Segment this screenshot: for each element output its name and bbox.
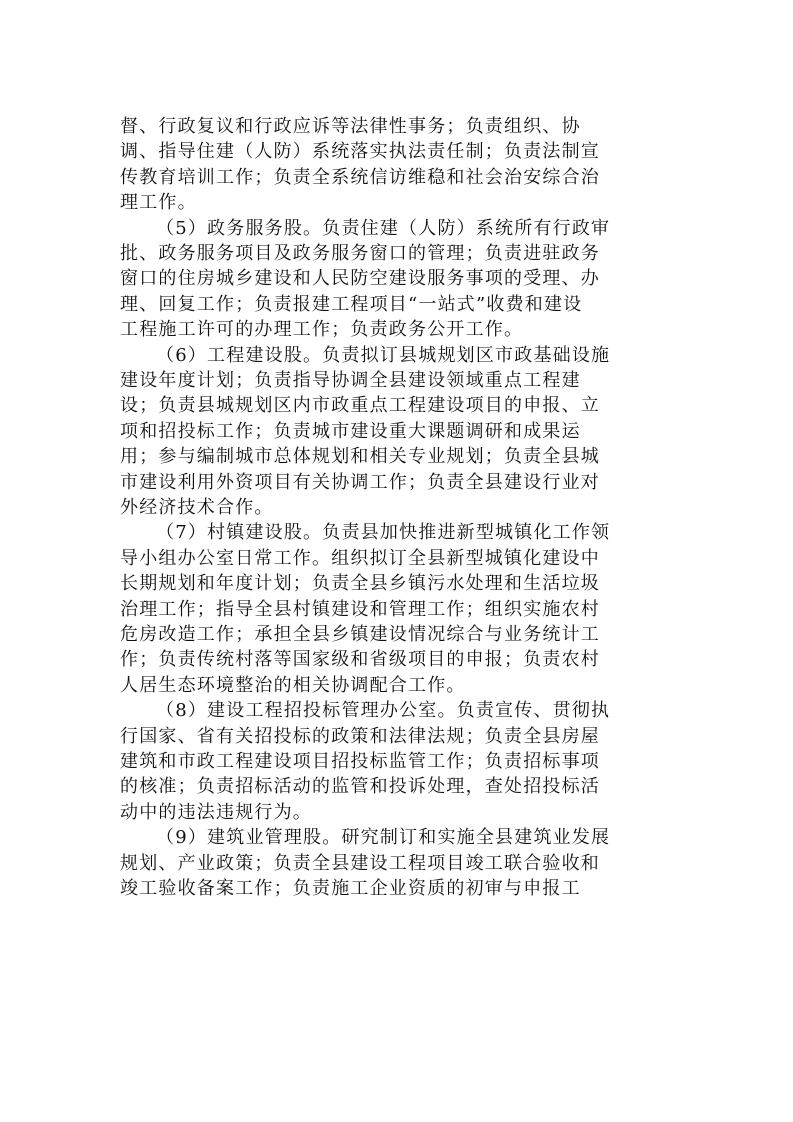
text-line: 督、行政复议和行政应诉等法律性事务；负责组织、协 [120,116,581,137]
text-line: 竣工验收备案工作；负责施工企业资质的初审与申报工 [120,878,581,899]
text-line: 理、回复工作；负责报建工程项目“一站式”收费和建设 [120,293,583,315]
paragraph-heading-line: （8）建设工程招投标管理办公室。负责宣传、贯彻执 [156,700,611,722]
text-line: 规划、产业政策；负责全县建设工程项目竣工联合验收和 [120,852,600,874]
paragraph-heading-line: （6）工程建设股。负责拟订县城规划区市政基础设施 [156,344,611,366]
text-line: 治理工作；指导全县村镇建设和管理工作；组织实施农村 [120,598,600,620]
text-line: 批、政务服务项目及政务服务窗口的管理；负责进驻政务 [120,243,600,264]
text-line: 调、指导住建（人防）系统落实执法责任制；负责法制宣 [120,141,600,163]
text-line: 行国家、省有关招投标的政策和法律法规；负责全县房屋 [120,725,600,747]
text-line: 建设年度计划；负责指导协调全县建设领域重点工程建 [120,370,581,391]
text-line: 市建设利用外资项目有关协调工作；负责全县建设行业对 [120,471,600,493]
text-line: 的核准；负责招标活动的监管和投诉处理，查处招投标活 [120,776,600,798]
text-line: 用；参与编制城市总体规划和相关专业规划；负责全县城 [120,446,600,468]
text-line: 窗口的住房城乡建设和人民防空建设服务事项的受理、办 [120,268,600,290]
text-line: 传教育培训工作；负责全系统信访维稳和社会治安综合治 [120,166,600,188]
paragraph-heading-line: （5）政务服务股。负责住建（人防）系统所有行政审 [156,217,611,239]
text-line: 工程施工许可的办理工作；负责政务公开工作。 [120,319,524,341]
text-line: 作；负责传统村落等国家级和省级项目的申报；负责农村 [120,649,600,671]
text-line: 项和招投标工作；负责城市建设重大课题调研和成果运 [120,420,581,442]
text-line: 外经济技术合作。 [120,497,274,518]
text-line: 人居生态环境整治的相关协调配合工作。 [120,674,466,696]
paragraph-heading-line: （7）村镇建设股。负责县加快推进新型城镇化工作领 [156,522,611,544]
text-line: 长期规划和年度计划；负责全县乡镇污水处理和生活垃圾 [120,573,600,595]
text-line: 建筑和市政工程建设项目招投标监管工作；负责招标事项 [120,751,600,772]
text-line: 导小组办公室日常工作。组织拟订全县新型城镇化建设中 [120,547,600,569]
text-line: 设；负责县城规划区内市政重点工程建设项目的申报、立 [120,395,600,417]
text-line: 危房改造工作；承担全县乡镇建设情况综合与业务统计工 [120,624,600,645]
paragraph-heading-line: （9）建筑业管理股。研究制订和实施全县建筑业发展 [156,827,611,849]
text-line: 动中的违法违规行为。 [120,801,312,823]
text-line: 理工作。 [120,192,197,214]
